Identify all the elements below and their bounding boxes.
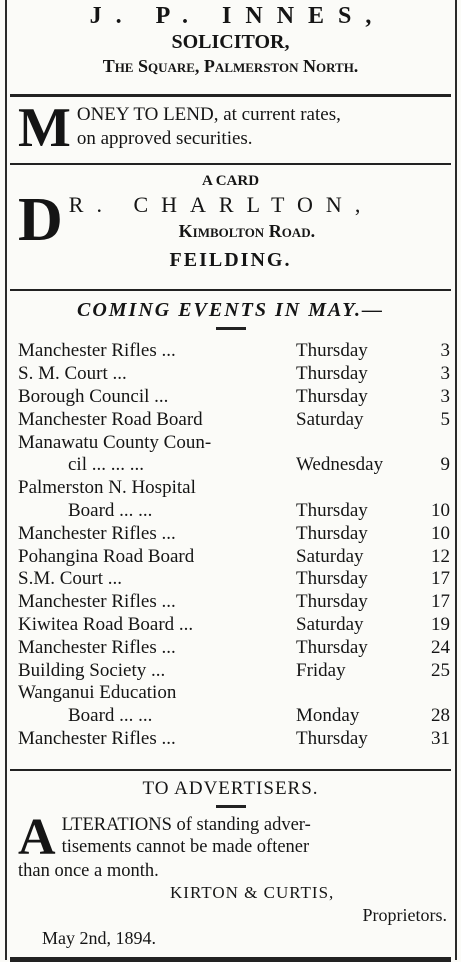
event-name: Palmerston N. Hospital	[18, 477, 196, 499]
events-heading: COMING EVENTS IN MAY.—	[76, 299, 385, 321]
card-advert	[6, 165, 455, 289]
event-name: Board ... ...	[68, 499, 153, 521]
event-date-number: 25	[431, 659, 450, 681]
event-day: Saturday	[296, 408, 364, 430]
event-day: Monday	[296, 705, 360, 727]
advertisers-heading: TO ADVERTISERS.	[142, 778, 319, 799]
event-row	[18, 591, 456, 614]
events-section	[6, 291, 455, 769]
event-row	[18, 728, 456, 751]
event-date-number: 10	[431, 499, 450, 521]
event-name: Building Society ...	[18, 659, 166, 681]
money-line-2: on approved securities.	[76, 128, 253, 149]
card-name: R. CHARLTON,	[68, 192, 374, 217]
event-date-number: 17	[431, 568, 450, 590]
event-name: Board ... ...	[68, 705, 153, 727]
money-advert	[6, 97, 455, 163]
event-day: Thursday	[296, 385, 368, 407]
innes-title: SOLICITOR,	[171, 31, 290, 53]
event-row	[18, 682, 456, 705]
event-name: Manchester Rifles ...	[18, 591, 176, 613]
event-day: Thursday	[296, 568, 368, 590]
event-name: Borough Council ...	[18, 385, 169, 407]
events-list	[18, 340, 456, 750]
event-date-number: 17	[431, 591, 450, 613]
advertisers-date: May 2nd, 1894.	[42, 928, 156, 948]
event-date-number: 19	[431, 613, 450, 635]
event-name: Manchester Rifles ...	[18, 340, 176, 362]
innes-address: The Square, Palmerston North.	[102, 56, 359, 76]
advertisers-line-2: tisements cannot be made oftener	[61, 837, 310, 857]
heading-dash	[216, 805, 246, 808]
event-row	[18, 477, 456, 500]
event-day: Thursday	[296, 522, 368, 544]
event-row	[18, 705, 456, 728]
event-date-number: 24	[431, 636, 450, 658]
money-line-1: ONEY TO LEND, at current rates,	[76, 104, 341, 125]
event-row	[18, 545, 456, 568]
event-date-number: 12	[431, 545, 450, 567]
event-row	[18, 500, 456, 523]
event-name: cil ... ... ...	[68, 454, 144, 476]
heading-dash	[216, 327, 246, 330]
event-date-number: 3	[440, 363, 450, 385]
event-row	[18, 568, 456, 591]
event-name: Kiwitea Road Board ...	[18, 613, 194, 635]
advertisers-signature: KIRTON & CURTIS,	[170, 883, 335, 902]
event-day: Thursday	[296, 363, 368, 385]
advertisers-role: Proprietors.	[362, 905, 447, 925]
event-name: S.M. Court ...	[18, 568, 122, 590]
event-date-number: 10	[431, 522, 450, 544]
card-heading: A CARD	[201, 173, 260, 189]
event-day: Thursday	[296, 591, 368, 613]
event-day: Saturday	[296, 545, 364, 567]
event-day: Thursday	[296, 727, 368, 749]
innes-advert	[6, 0, 455, 94]
event-row	[18, 522, 456, 545]
event-row	[18, 340, 456, 363]
money-dropcap: M	[18, 97, 71, 159]
advertisers-dropcap: A	[18, 809, 56, 866]
advertisers-line-3: than once a month.	[18, 861, 159, 881]
event-row	[18, 431, 456, 454]
event-row	[18, 363, 456, 386]
event-day: Thursday	[296, 636, 368, 658]
event-name: Manchester Rifles ...	[18, 522, 176, 544]
advertisers-line-1: LTERATIONS of standing adver-	[61, 815, 311, 835]
event-name: Pohangina Road Board	[18, 545, 195, 567]
event-name: Manchester Rifles ...	[18, 727, 176, 749]
event-row	[18, 386, 456, 409]
event-day: Saturday	[296, 613, 364, 635]
card-road: Kimbolton Road.	[178, 221, 316, 241]
event-day: Thursday	[296, 499, 368, 521]
event-name: Manawatu County Coun-	[18, 431, 212, 453]
event-row	[18, 636, 456, 659]
event-date-number: 5	[440, 408, 450, 430]
event-row	[18, 454, 456, 477]
event-date-number: 3	[440, 340, 450, 362]
card-town: FEILDING.	[169, 249, 292, 271]
event-name: S. M. Court ...	[18, 363, 127, 385]
innes-name: J. P. INNES,	[89, 3, 386, 29]
event-day: Friday	[296, 659, 346, 681]
event-row	[18, 614, 456, 637]
event-date-number: 31	[431, 727, 450, 749]
event-date-number: 9	[440, 454, 450, 476]
event-date-number: 28	[431, 705, 450, 727]
right-column-rule	[455, 0, 457, 960]
event-row	[18, 408, 456, 431]
event-name: Manchester Road Board	[18, 408, 203, 430]
advertisers-notice	[6, 771, 455, 957]
event-date-number: 3	[440, 385, 450, 407]
event-name: Manchester Rifles ...	[18, 636, 176, 658]
event-name: Wanganui Education	[18, 682, 177, 704]
event-row	[18, 659, 456, 682]
event-day: Wednesday	[296, 454, 384, 476]
event-day: Thursday	[296, 340, 368, 362]
card-dropcap: D	[18, 186, 63, 254]
